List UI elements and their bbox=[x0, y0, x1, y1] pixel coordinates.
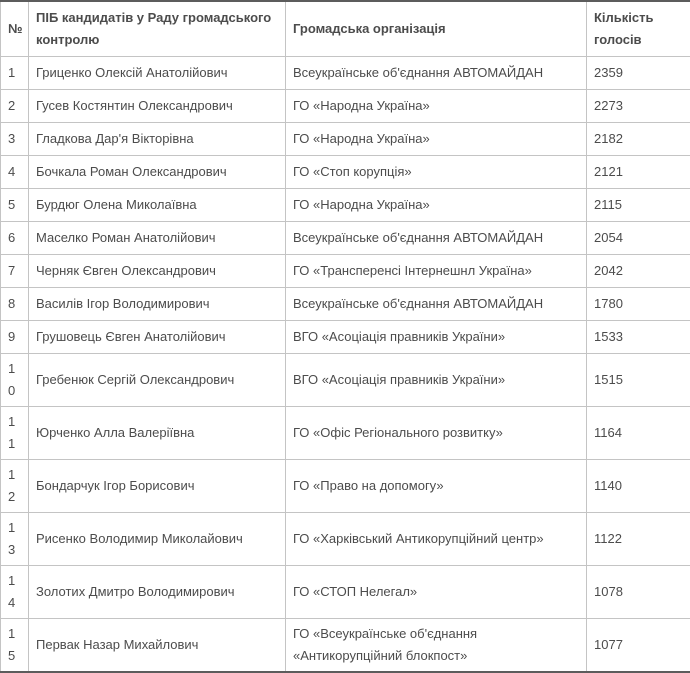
header-number: № bbox=[1, 1, 29, 57]
cell-votes: 1077 bbox=[587, 619, 690, 673]
cell-number: 6 bbox=[1, 222, 29, 255]
cell-organization: Всеукраїнське об'єднання АВТОМАЙДАН bbox=[286, 288, 587, 321]
cell-candidate: Гриценко Олексій Анатолійович bbox=[29, 57, 286, 90]
cell-organization: ГО «Народна Україна» bbox=[286, 189, 587, 222]
cell-organization: ГО «Право на допомогу» bbox=[286, 460, 587, 513]
table-row bbox=[1, 407, 690, 460]
cell-candidate: Василів Ігор Володимирович bbox=[29, 288, 286, 321]
cell-candidate: Гладкова Дар'я Вікторівна bbox=[29, 123, 286, 156]
cell-organization: ГО «Офіс Регіонального розвитку» bbox=[286, 407, 587, 460]
cell-organization: Всеукраїнське об'єднання АВТОМАЙДАН bbox=[286, 222, 587, 255]
cell-number: 10 bbox=[1, 354, 29, 407]
cell-votes: 2054 bbox=[587, 222, 690, 255]
cell-organization: ГО «Народна Україна» bbox=[286, 123, 587, 156]
table-row bbox=[1, 90, 690, 123]
cell-number: 12 bbox=[1, 460, 29, 513]
cell-candidate: Рисенко Володимир Миколайович bbox=[29, 513, 286, 566]
table-row bbox=[1, 354, 690, 407]
cell-votes: 1780 bbox=[587, 288, 690, 321]
cell-number: 8 bbox=[1, 288, 29, 321]
cell-number: 9 bbox=[1, 321, 29, 354]
cell-candidate: Черняк Євген Олександрович bbox=[29, 255, 286, 288]
cell-votes: 2115 bbox=[587, 189, 690, 222]
table-row bbox=[1, 189, 690, 222]
cell-votes: 1140 bbox=[587, 460, 690, 513]
cell-votes: 1164 bbox=[587, 407, 690, 460]
table-row bbox=[1, 156, 690, 189]
table-row bbox=[1, 288, 690, 321]
cell-votes: 1533 bbox=[587, 321, 690, 354]
cell-organization: ГО «Стоп корупція» bbox=[286, 156, 587, 189]
cell-votes: 2121 bbox=[587, 156, 690, 189]
header-row bbox=[1, 1, 690, 57]
table-row bbox=[1, 513, 690, 566]
cell-number: 3 bbox=[1, 123, 29, 156]
header-organization: Громадська організація bbox=[286, 1, 587, 57]
cell-candidate: Юрченко Алла Валеріївна bbox=[29, 407, 286, 460]
cell-votes: 1515 bbox=[587, 354, 690, 407]
cell-votes: 1122 bbox=[587, 513, 690, 566]
cell-number: 11 bbox=[1, 407, 29, 460]
table-row bbox=[1, 321, 690, 354]
cell-candidate: Маселко Роман Анатолійович bbox=[29, 222, 286, 255]
cell-votes: 2042 bbox=[587, 255, 690, 288]
cell-organization: ГО «Всеукраїнське об'єднання «Антикорупційний блокпост» bbox=[286, 619, 587, 673]
cell-votes: 1078 bbox=[587, 566, 690, 619]
cell-organization: ГО «Народна Україна» bbox=[286, 90, 587, 123]
cell-candidate: Золотих Дмитро Володимирович bbox=[29, 566, 286, 619]
cell-candidate: Бондарчук Ігор Борисович bbox=[29, 460, 286, 513]
cell-number: 1 bbox=[1, 57, 29, 90]
cell-number: 2 bbox=[1, 90, 29, 123]
table-row bbox=[1, 255, 690, 288]
cell-votes: 2359 bbox=[587, 57, 690, 90]
cell-organization: ГО «Трансперенсі Інтернешнл Україна» bbox=[286, 255, 587, 288]
cell-candidate: Гусев Костянтин Олександрович bbox=[29, 90, 286, 123]
table-row bbox=[1, 57, 690, 90]
cell-number: 7 bbox=[1, 255, 29, 288]
cell-number: 5 bbox=[1, 189, 29, 222]
table-row bbox=[1, 566, 690, 619]
header-candidate: ПІБ кандидатів у Раду громадського контролю bbox=[29, 1, 286, 57]
cell-candidate: Первак Назар Михайлович bbox=[29, 619, 286, 673]
cell-votes: 2182 bbox=[587, 123, 690, 156]
table-row bbox=[1, 123, 690, 156]
table-body bbox=[1, 57, 690, 673]
cell-organization: Всеукраїнське об'єднання АВТОМАЙДАН bbox=[286, 57, 587, 90]
table-row bbox=[1, 460, 690, 513]
cell-candidate: Гребенюк Сергій Олександрович bbox=[29, 354, 286, 407]
cell-number: 13 bbox=[1, 513, 29, 566]
cell-organization: ГО «Харківський Антикорупційний центр» bbox=[286, 513, 587, 566]
cell-number: 4 bbox=[1, 156, 29, 189]
table-header bbox=[1, 1, 690, 57]
cell-organization: ВГО «Асоціація правників України» bbox=[286, 321, 587, 354]
cell-number: 15 bbox=[1, 619, 29, 673]
cell-candidate: Грушовець Євген Анатолійович bbox=[29, 321, 286, 354]
cell-number: 14 bbox=[1, 566, 29, 619]
cell-votes: 2273 bbox=[587, 90, 690, 123]
table-row bbox=[1, 619, 690, 673]
cell-candidate: Бурдюг Олена Миколаївна bbox=[29, 189, 286, 222]
cell-organization: ВГО «Асоціація правників України» bbox=[286, 354, 587, 407]
header-votes: Кількість голосів bbox=[587, 1, 690, 57]
cell-candidate: Бочкала Роман Олександрович bbox=[29, 156, 286, 189]
table-row bbox=[1, 222, 690, 255]
cell-organization: ГО «СТОП Нелегал» bbox=[286, 566, 587, 619]
